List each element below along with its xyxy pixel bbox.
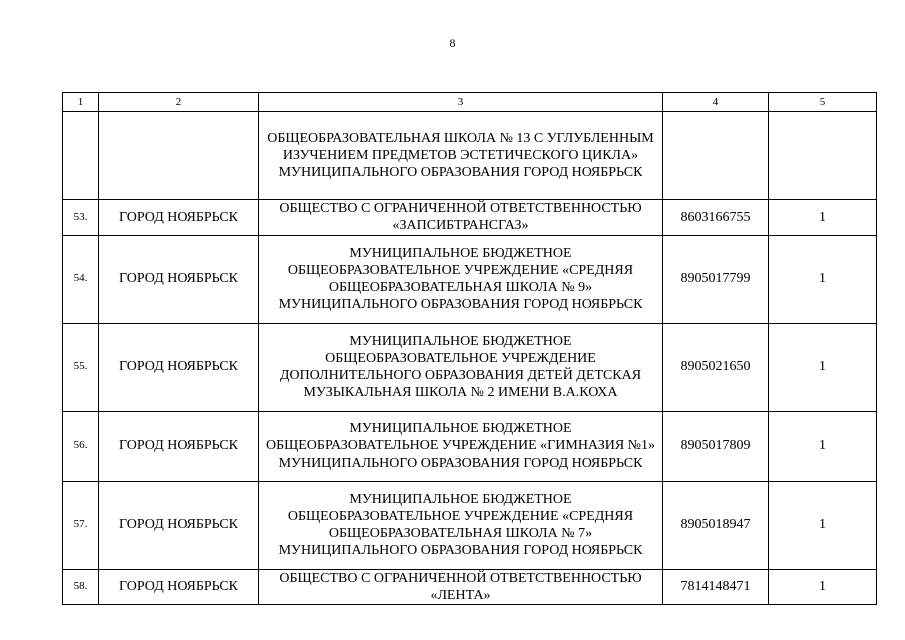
table-row bbox=[63, 569, 877, 605]
city-cell: ГОРОД НОЯБРЬСК bbox=[99, 411, 259, 481]
organization-name-cell: МУНИЦИПАЛЬНОЕ БЮДЖЕТНОЕ ОБЩЕОБРАЗОВАТЕЛЬНОЕ УЧРЕЖДЕНИЕ «СРЕДНЯЯ ОБЩЕОБРАЗОВАТЕЛЬНАЯ ШКОЛА № 7» МУНИЦИПАЛЬНОГО ОБРАЗОВАНИЯ ГОРОД НОЯБРЬСК bbox=[259, 481, 663, 569]
inn-cell: 8905021650 bbox=[663, 323, 769, 411]
table-row bbox=[63, 235, 877, 323]
registry-table bbox=[62, 92, 877, 605]
column-header-1: 1 bbox=[63, 93, 99, 112]
inn-cell: 7814148471 bbox=[663, 569, 769, 605]
organization-name-cell: ОБЩЕСТВО С ОГРАНИЧЕННОЙ ОТВЕТСТВЕННОСТЬЮ «ЛЕНТА» bbox=[259, 569, 663, 605]
row-number-cell: 53. bbox=[63, 200, 99, 236]
count-cell: 1 bbox=[769, 323, 877, 411]
column-header-5: 5 bbox=[769, 93, 877, 112]
table-row bbox=[63, 481, 877, 569]
count-cell: 1 bbox=[769, 200, 877, 236]
column-header-2: 2 bbox=[99, 93, 259, 112]
inn-cell: 8603166755 bbox=[663, 200, 769, 236]
count-cell: 1 bbox=[769, 411, 877, 481]
organization-name-cell: МУНИЦИПАЛЬНОЕ БЮДЖЕТНОЕ ОБЩЕОБРАЗОВАТЕЛЬНОЕ УЧРЕЖДЕНИЕ ДОПОЛНИТЕЛЬНОГО ОБРАЗОВАНИЯ ДЕТЕЙ ДЕТСКАЯ МУЗЫКАЛЬНАЯ ШКОЛА № 2 ИМЕНИ В.А.КОХА bbox=[259, 323, 663, 411]
city-cell: ГОРОД НОЯБРЬСК bbox=[99, 323, 259, 411]
city-cell bbox=[99, 112, 259, 200]
row-number-cell: 58. bbox=[63, 569, 99, 605]
inn-cell: 8905017799 bbox=[663, 235, 769, 323]
row-number-cell bbox=[63, 112, 99, 200]
page-number: 8 bbox=[449, 36, 456, 50]
organization-name-cell: МУНИЦИПАЛЬНОЕ БЮДЖЕТНОЕ ОБЩЕОБРАЗОВАТЕЛЬНОЕ УЧРЕЖДЕНИЕ «СРЕДНЯЯ ОБЩЕОБРАЗОВАТЕЛЬНАЯ ШКОЛА № 9» МУНИЦИПАЛЬНОГО ОБРАЗОВАНИЯ ГОРОД НОЯБРЬСК bbox=[259, 235, 663, 323]
row-number-cell: 57. bbox=[63, 481, 99, 569]
count-cell: 1 bbox=[769, 235, 877, 323]
inn-cell: 8905018947 bbox=[663, 481, 769, 569]
count-cell bbox=[769, 112, 877, 200]
count-cell: 1 bbox=[769, 569, 877, 605]
city-cell: ГОРОД НОЯБРЬСК bbox=[99, 569, 259, 605]
column-header-3: 3 bbox=[259, 93, 663, 112]
row-number-cell: 55. bbox=[63, 323, 99, 411]
organization-name-cell: МУНИЦИПАЛЬНОЕ БЮДЖЕТНОЕ ОБЩЕОБРАЗОВАТЕЛЬНОЕ УЧРЕЖДЕНИЕ «ГИМНАЗИЯ №1» МУНИЦИПАЛЬНОГО ОБРАЗОВАНИЯ ГОРОД НОЯБРЬСК bbox=[259, 411, 663, 481]
table-header-row bbox=[63, 93, 877, 112]
city-cell: ГОРОД НОЯБРЬСК bbox=[99, 235, 259, 323]
row-number-cell: 54. bbox=[63, 235, 99, 323]
table-row bbox=[63, 112, 877, 200]
inn-cell: 8905017809 bbox=[663, 411, 769, 481]
table-row bbox=[63, 411, 877, 481]
table-row bbox=[63, 200, 877, 236]
city-cell: ГОРОД НОЯБРЬСК bbox=[99, 481, 259, 569]
table-row bbox=[63, 323, 877, 411]
inn-cell bbox=[663, 112, 769, 200]
row-number-cell: 56. bbox=[63, 411, 99, 481]
count-cell: 1 bbox=[769, 481, 877, 569]
organization-name-cell: ОБЩЕСТВО С ОГРАНИЧЕННОЙ ОТВЕТСТВЕННОСТЬЮ «ЗАПСИБТРАНСГАЗ» bbox=[259, 200, 663, 236]
city-cell: ГОРОД НОЯБРЬСК bbox=[99, 200, 259, 236]
column-header-4: 4 bbox=[663, 93, 769, 112]
organization-name-cell: ОБЩЕОБРАЗОВАТЕЛЬНАЯ ШКОЛА № 13 С УГЛУБЛЕННЫМ ИЗУЧЕНИЕМ ПРЕДМЕТОВ ЭСТЕТИЧЕСКОГО ЦИКЛА» МУНИЦИПАЛЬНОГО ОБРАЗОВАНИЯ ГОРОД НОЯБРЬСК bbox=[259, 112, 663, 200]
